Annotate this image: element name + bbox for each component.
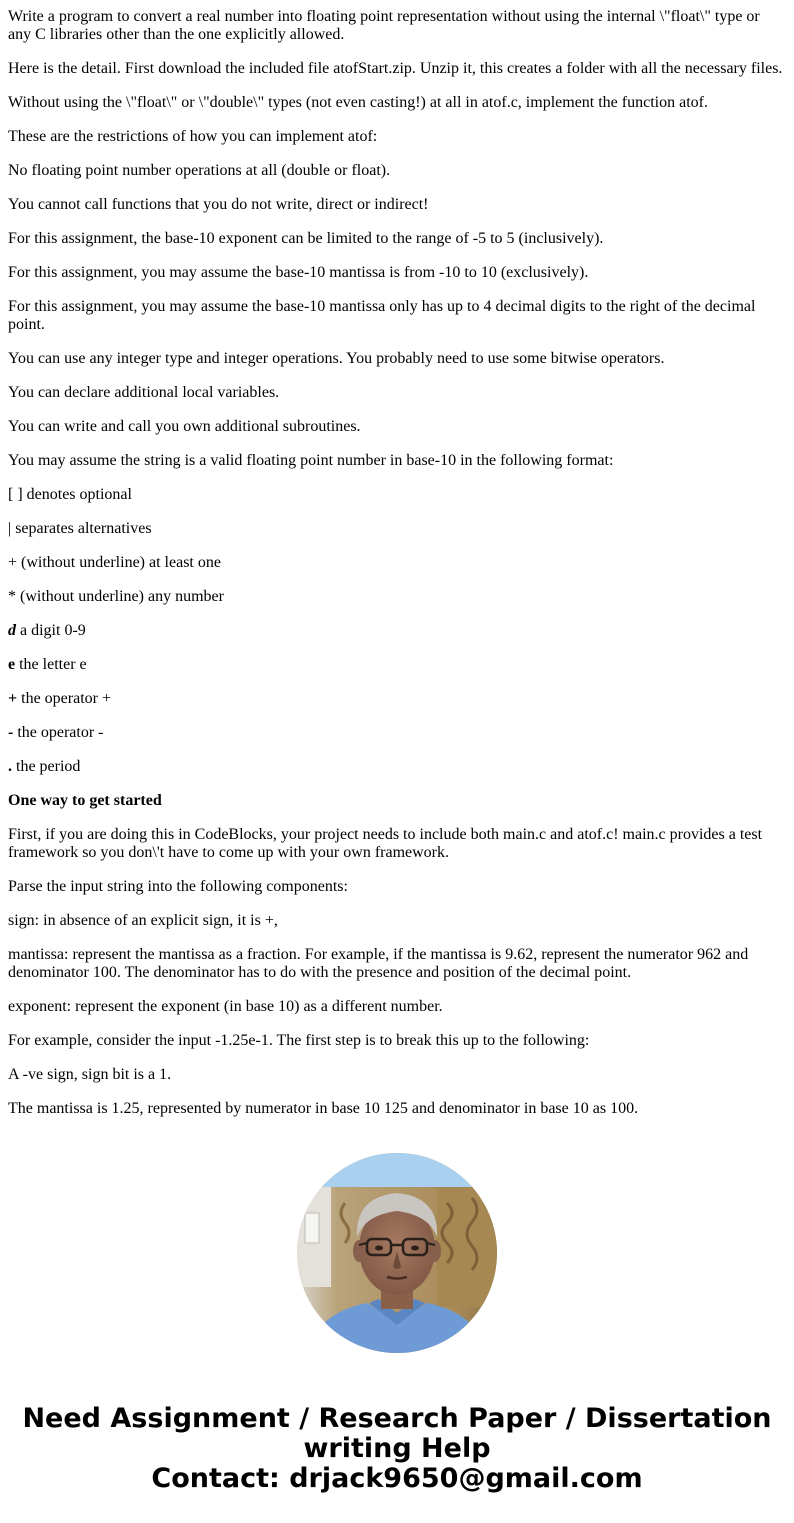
- legend-text: the operator +: [17, 690, 111, 707]
- paragraph: No floating point number operations at all (double or float).: [8, 162, 391, 179]
- legend-symbol: e: [8, 656, 16, 673]
- paragraph: Without using the \"float\" or \"double\" types (not even casting!) at all in atof.c, implement the function atof.: [8, 94, 708, 111]
- legend-symbol: -: [8, 724, 14, 741]
- legend-text: the letter e: [15, 656, 87, 673]
- legend-symbol: d: [8, 622, 16, 639]
- paragraph: Parse the input string into the following components:: [8, 878, 348, 895]
- paragraph: | separates alternatives: [8, 520, 152, 537]
- paragraph: + (without underline) at least one: [8, 554, 221, 571]
- section-heading: [8, 792, 786, 810]
- cta-contact-email: Contact: drjack9650@gmail.com: [151, 1463, 643, 1494]
- legend-item-minus: [8, 724, 786, 742]
- paragraph: You may assume the string is a valid floating point number in base-10 in the following format:: [8, 452, 614, 469]
- paragraph: Write a program to convert a real number into floating point representation without using the internal \"float\" type or any C libraries other than the one explicitly allowed.: [8, 8, 760, 43]
- paragraph: For example, consider the input -1.25e-1. The first step is to break this up to the following:: [8, 1032, 590, 1049]
- paragraph: * (without underline) any number: [8, 588, 224, 605]
- contact-banner: [0, 1404, 794, 1494]
- article-body: [8, 8, 786, 1134]
- cta-line: Need Assignment / Research Paper / Dissertation: [22, 1403, 772, 1434]
- paragraph: For this assignment, you may assume the base-10 mantissa is from -10 to 10 (exclusively).: [8, 264, 589, 281]
- paragraph: Here is the detail. First download the included file atofStart.zip. Unzip it, this creates a folder with all the necessary files.: [8, 60, 783, 77]
- legend-item-letter-e: [8, 656, 786, 674]
- cta-line: writing Help: [303, 1433, 491, 1464]
- paragraph: First, if you are doing this in CodeBlocks, your project needs to include both main.c and atof.c! main.c provides a test framework so you don\'t have to come up with your own framework.: [8, 826, 763, 861]
- legend-item-period: [8, 758, 786, 776]
- paragraph: exponent: represent the exponent (in base 10) as a different number.: [8, 998, 443, 1015]
- legend-text: the period: [12, 758, 81, 775]
- paragraph: For this assignment, the base-10 exponent can be limited to the range of -5 to 5 (inclusively).: [8, 230, 604, 247]
- avatar: [297, 1153, 497, 1353]
- avatar-portrait-icon: [297, 1153, 497, 1353]
- paragraph: You can declare additional local variables.: [8, 384, 280, 401]
- paragraph: You can write and call you own additional subroutines.: [8, 418, 361, 435]
- paragraph: The mantissa is 1.25, represented by numerator in base 10 125 and denominator in base 10 as 100.: [8, 1100, 639, 1117]
- legend-item-digit: [8, 622, 786, 640]
- paragraph: You can use any integer type and integer operations. You probably need to use some bitwise operators.: [8, 350, 665, 367]
- legend-text: a digit 0-9: [16, 622, 86, 639]
- legend-item-plus: [8, 690, 786, 708]
- paragraph: A -ve sign, sign bit is a 1.: [8, 1066, 172, 1083]
- legend-text: the operator -: [13, 724, 104, 741]
- section-heading-text: One way to get started: [8, 792, 162, 809]
- paragraph: [ ] denotes optional: [8, 486, 132, 503]
- legend-symbol: +: [8, 690, 18, 707]
- paragraph: sign: in absence of an explicit sign, it is +,: [8, 912, 278, 929]
- legend-symbol: .: [8, 758, 12, 775]
- paragraph: You cannot call functions that you do not write, direct or indirect!: [8, 196, 429, 213]
- paragraph: These are the restrictions of how you can implement atof:: [8, 128, 378, 145]
- paragraph: For this assignment, you may assume the base-10 mantissa only has up to 4 decimal digits to the right of the decimal point.: [8, 298, 756, 333]
- paragraph: mantissa: represent the mantissa as a fraction. For example, if the mantissa is 9.62, represent the numerator 962 and denominator 100. The denominator has to do with the presence and position of the decimal point.: [8, 946, 749, 981]
